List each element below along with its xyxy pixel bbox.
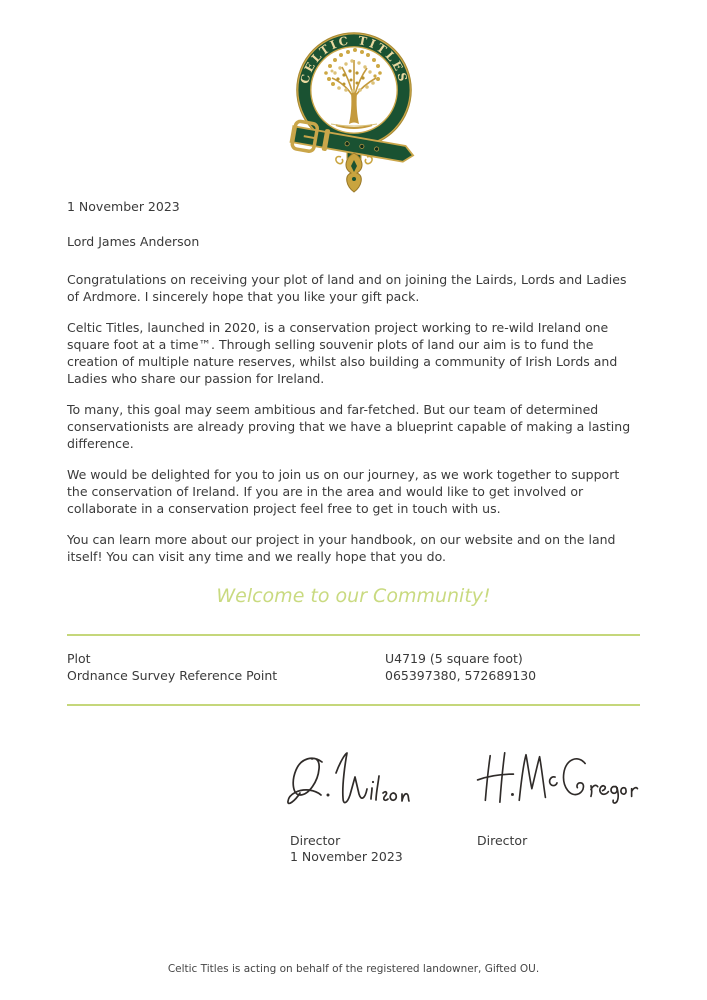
paragraph-join-us: We would be delighted for you to join us on our journey, as we work together to support the conservation of Ireland. If you are in the area and would like to get involved or collaborate in a conservation project feel free to get in touch with us. (67, 467, 620, 516)
plot-details-table (67, 650, 640, 684)
signature-d-wilson-script (286, 749, 414, 815)
paragraph-about-project: Celtic Titles, launched in 2020, is a conservation project working to re-wild Ireland one square foot at a time™. Through selling souvenir plots of land our aim is to fund the creation of multiple nature reserves, whilst also building a community of Irish Lords and Ladies who share our passion for Ireland. (67, 320, 618, 386)
finial-ornament-icon (335, 153, 371, 192)
logo-brand-arc-text: CELTIC TITLES (296, 33, 411, 86)
plot-value: U4719 (5 square foot) (385, 651, 523, 666)
separator-line-top (67, 634, 640, 636)
separator-line-bottom (67, 704, 640, 706)
paragraph-goal: To many, this goal may seem ambitious and far-fetched. But our team of determined conservationists are already proving that we have a blueprint capable of making a lasting difference. (67, 402, 631, 451)
signatory-block-wilson (290, 833, 403, 865)
celtic-titles-crest-logo (289, 27, 419, 197)
addressee: Lord James Anderson (67, 234, 200, 249)
signatory-block-mcgregor (477, 833, 527, 849)
os-reference-value: 065397380, 572689130 (385, 668, 537, 683)
signatory-date: 1 November 2023 (290, 849, 403, 864)
paragraph-congratulations: Congratulations on receiving your plot of land and on joining the Lairds, Lords and Ladies of Ardmore. I sincerely hope that you like your gift pack. (67, 272, 627, 304)
signatory-title: Director (290, 833, 341, 848)
paragraph-learn-more: You can learn more about our project in your handbook, on our website and on the land itself! You can visit any time and we really hope that you do. (67, 532, 616, 564)
letter-date: 1 November 2023 (67, 199, 180, 214)
plot-label: Plot (67, 651, 91, 666)
signatory-title: Director (477, 833, 528, 848)
welcome-heading: Welcome to our Community! (216, 585, 491, 607)
letter-body (67, 198, 640, 706)
signature-h-mcgregor-script (476, 747, 640, 809)
os-reference-label: Ordnance Survey Reference Point (67, 668, 278, 683)
footer-disclaimer: Celtic Titles is acting on behalf of the registered landowner, Gifted OU. (167, 963, 540, 975)
